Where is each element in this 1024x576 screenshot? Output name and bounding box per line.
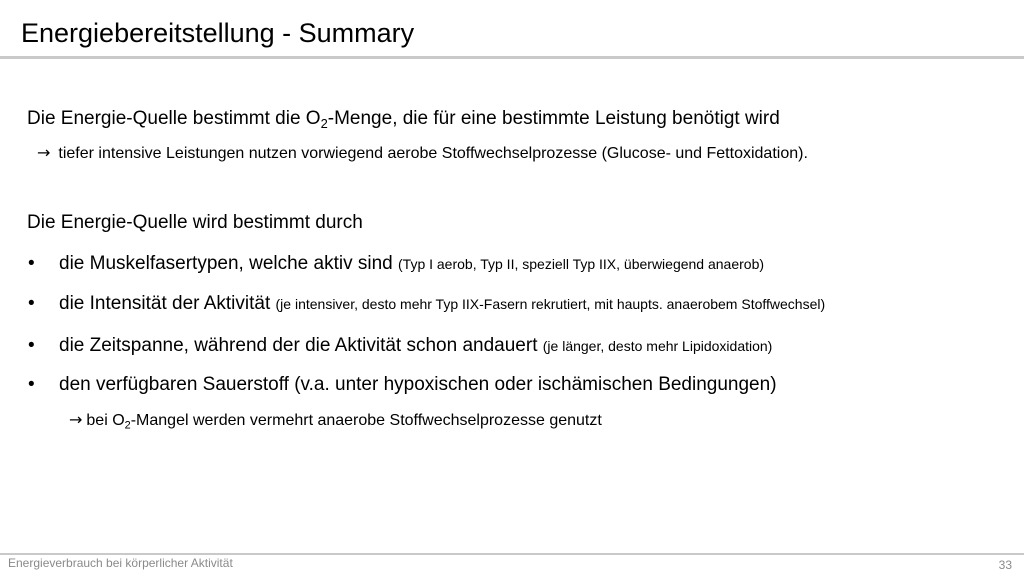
o2-subscript: 2 [124, 419, 131, 432]
bullet-icon: • [28, 293, 35, 314]
section-heading: Die Energie-Quelle wird bestimmt durch [27, 212, 363, 233]
list-item [59, 335, 772, 357]
title-divider [0, 56, 1024, 59]
oxygen-shortage-note [69, 410, 602, 431]
list-item [59, 253, 764, 275]
intro-conclusion-text: tiefer intensive Leistungen nutzen vorwiegend aerobe Stoffwechselprozesse (Glucose- und Fettoxidation). [58, 145, 808, 162]
list-item-note: (Typ I aerob, Typ II, speziell Typ IIX, überwiegend anaerob) [398, 256, 765, 272]
list-item-main: die Intensität der Aktivität [59, 293, 271, 314]
arrow-right-icon: → [69, 410, 83, 429]
footer-caption: Energieverbrauch bei körperlicher Aktivität [8, 556, 233, 570]
list-item [59, 293, 825, 315]
arrow-right-icon: → [37, 143, 51, 162]
bullet-icon: • [28, 374, 35, 395]
page-number: 33 [998, 558, 1012, 572]
list-item-main: die Muskelfasertypen, welche aktiv sind [59, 253, 393, 274]
intro-text-post: -Menge, die für eine bestimmte Leistung benötigt wird [327, 108, 780, 129]
intro-conclusion [37, 143, 808, 164]
list-item-main: die Zeitspanne, während der die Aktivität schon andauert [59, 335, 538, 356]
oxygen-note-post: -Mangel werden vermehrt anaerobe Stoffwechselprozesse genutzt [130, 412, 602, 429]
bullet-icon: • [28, 335, 35, 356]
intro-statement [27, 108, 780, 130]
intro-text-pre: Die Energie-Quelle bestimmt die O [27, 108, 321, 129]
oxygen-note-pre: bei O [86, 412, 125, 429]
bullet-icon: • [28, 253, 35, 274]
list-item [59, 374, 777, 396]
slide-title: Energiebereitstellung - Summary [21, 18, 415, 48]
list-item-note: (je länger, desto mehr Lipidoxidation) [542, 338, 773, 354]
o2-subscript: 2 [320, 115, 328, 131]
list-item-note: (je intensiver, desto mehr Typ IIX-Fasern rekrutiert, mit haupts. anaerobem Stoffwechsel) [275, 296, 826, 312]
list-item-main: den verfügbaren Sauerstoff (v.a. unter hypoxischen oder ischämischen Bedingungen) [59, 374, 777, 395]
